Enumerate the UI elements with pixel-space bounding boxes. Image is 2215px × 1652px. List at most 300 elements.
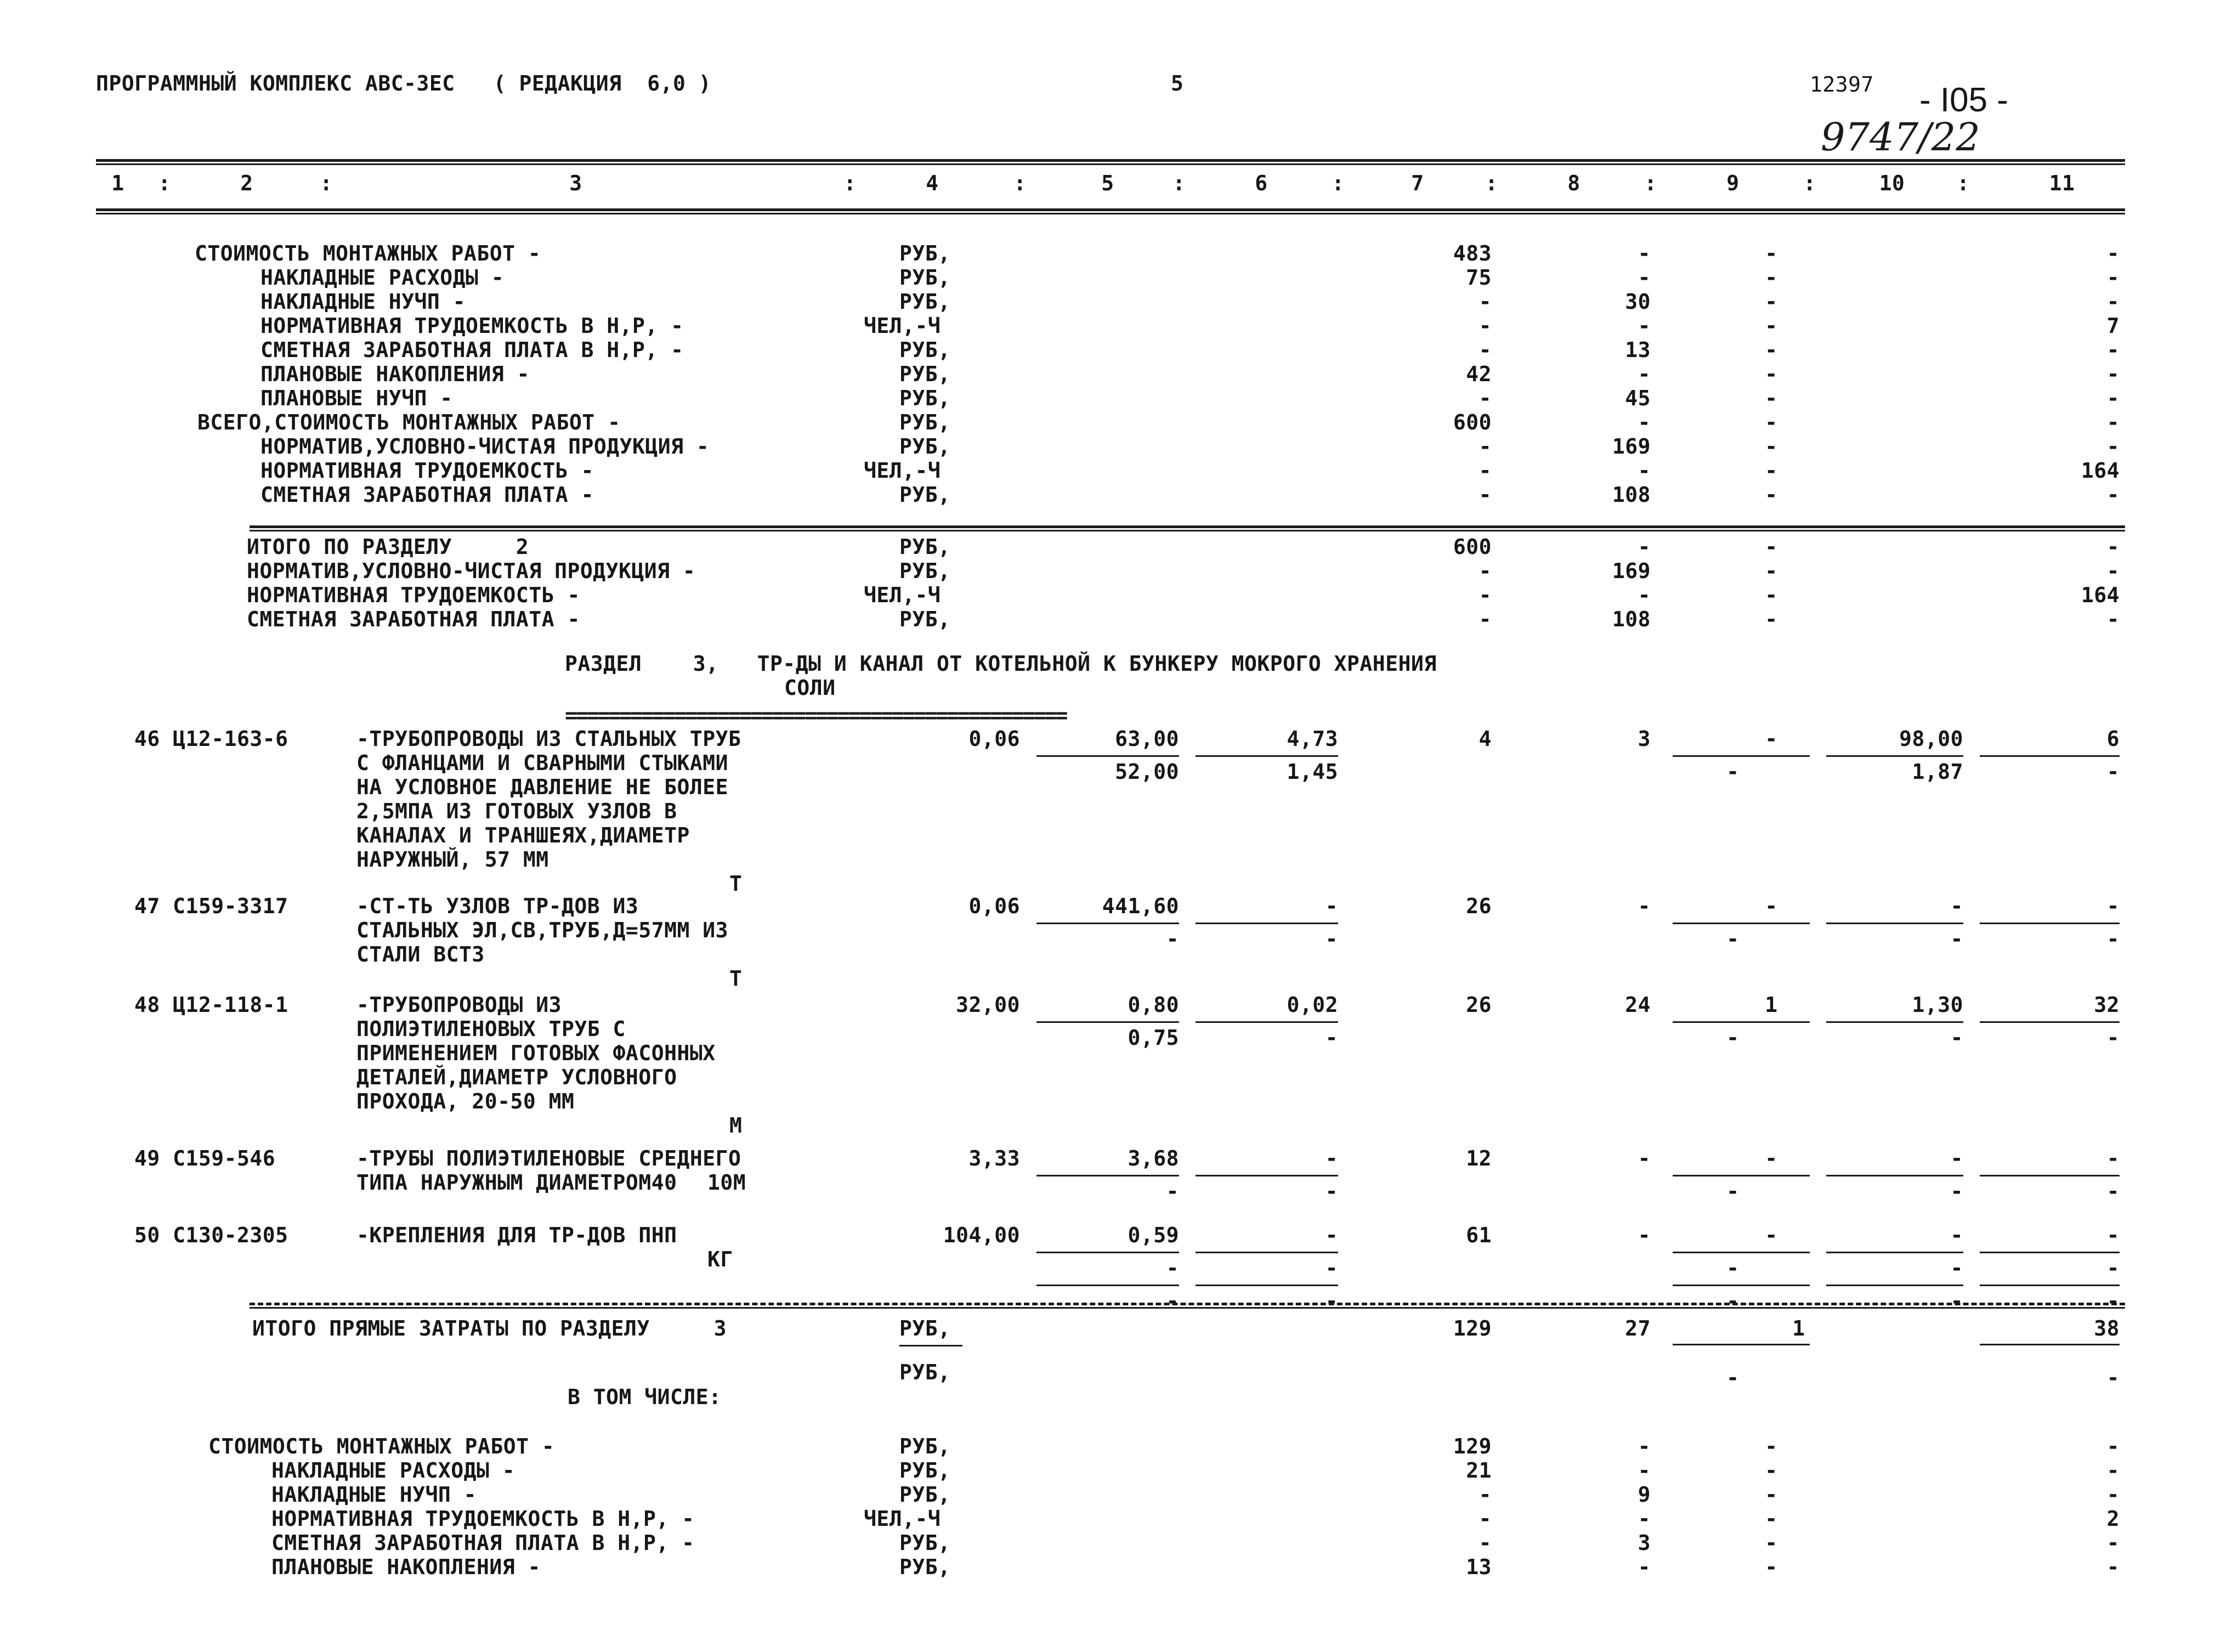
value-col11: - [2106,483,2120,507]
cell-rule [1673,1175,1810,1176]
item-description: 2,5МПА ИЗ ГОТОВЫХ УЗЛОВ В [356,799,677,823]
summary-label: НОРМАТИВНАЯ ТРУДОЕМКОСТЬ В Н,Р, - [271,1507,695,1531]
handwritten-note: 9747/22 [1821,115,1980,160]
column-separator: : [1957,171,1970,195]
value-col9: - [1765,1531,1778,1555]
item-col11: - [2106,894,2120,918]
unit: РУБ, [899,559,951,583]
cell-rule [1673,1344,1810,1345]
value-col11: - [2106,265,2120,290]
item-description: КАНАЛАХ И ТРАНШЕЯХ,ДИАМЕТР [356,823,690,847]
value-col7: - [1478,386,1492,410]
value-col9: - [1765,1434,1778,1458]
cell-rule [1036,1175,1179,1176]
unit: ЧЕЛ,-Ч [864,459,941,483]
item-col5-lower: - [1166,1256,1179,1280]
cell-rule [1036,755,1179,757]
column-separator: : [843,171,857,195]
summary-label: НАКЛАДНЫЕ РАСХОДЫ - [260,265,505,290]
value-col7: 21 [1466,1458,1492,1483]
item-col6-lower: - [1325,1179,1338,1203]
column-separator: : [158,171,171,195]
value-col7: 600 [1453,535,1492,559]
cell-rule [1826,1285,1963,1286]
item-col10: 1,30 [1912,993,1963,1017]
item-col10-lower: - [1950,1179,1963,1203]
value-col11: - [2106,559,2120,583]
value-col11: - [2106,1434,2120,1458]
item-col5: 63,00 [1115,727,1179,751]
unit: РУБ, [899,1434,951,1458]
item-col10: - [1950,894,1963,918]
value-col11: - [2106,1555,2120,1579]
cell-rule [1980,923,2120,924]
column-separator: : [1172,171,1186,195]
item-col11: 32 [2094,993,2120,1017]
value-col8: 30 [1625,290,1651,314]
item-col11-extra: - [2106,1289,2120,1313]
item-description: ПРИМЕНЕНИЕМ ГОТОВЫХ ФАСОННЫХ [356,1041,716,1065]
item-description: СТАЛИ ВСТ3 [356,942,485,966]
including-label: В ТОМ ЧИСЛЕ: [568,1385,722,1409]
item-col10-lower: - [1950,927,1963,951]
item-description: -СТ-ТЬ УЗЛОВ ТР-ДОВ ИЗ [356,894,639,918]
value-col7: 483 [1453,241,1492,265]
value-col8: - [1638,535,1651,559]
value-col8: - [1638,1507,1651,1531]
cell-rule [1673,923,1810,924]
value-col7: 600 [1453,410,1492,434]
unit: РУБ, [899,1458,951,1483]
direct-total-col11-lower: - [2106,1366,2120,1390]
summary-label: ПЛАНОВЫЕ НАКОПЛЕНИЯ - [260,362,530,386]
item-quantity: 104,00 [943,1223,1020,1247]
value-col8: - [1638,459,1651,483]
value-col11: - [2106,362,2120,386]
direct-total-col9-lower: - [1726,1366,1740,1390]
summary-label: ИТОГО ПО РАЗДЕЛУ 2 [247,535,529,559]
value-col7: - [1478,1531,1492,1555]
column-number: 4 [926,171,939,195]
cell-rule [1673,1252,1810,1253]
summary-label: НАКЛАДНЫЕ РАСХОДЫ - [271,1458,515,1483]
value-col9: - [1765,535,1778,559]
cell-rule [1673,1285,1810,1286]
item-col6: 0,02 [1287,993,1338,1017]
value-col8: 13 [1625,338,1651,362]
value-col11: 164 [2081,583,2120,607]
summary-label: НОРМАТИВНАЯ ТРУДОЕМКОСТЬ - [260,459,594,483]
cell-rule [1980,1021,2120,1023]
cell-rule [1036,923,1179,924]
unit: РУБ, [899,338,951,362]
value-col7: 13 [1466,1555,1492,1579]
direct-total-col8: 27 [1625,1316,1651,1340]
value-col7: - [1478,314,1492,338]
item-col6-lower: - [1325,927,1338,951]
cell-rule [1036,1285,1179,1286]
cell-rule [1673,1021,1810,1023]
item-col10-lower: 1,87 [1912,760,1963,784]
value-col9: - [1765,1555,1778,1579]
unit: РУБ, [899,362,951,386]
column-number: 6 [1255,171,1268,195]
item-col11: - [2106,1223,2120,1247]
item-col9: - [1765,727,1778,751]
item-col9: - [1765,894,1778,918]
item-col9-lower: - [1726,927,1740,951]
item-col10: - [1950,1146,1963,1170]
value-col9: - [1765,434,1778,459]
cell-rule [1826,1252,1963,1253]
value-col8: - [1638,241,1651,265]
item-col6: - [1325,894,1338,918]
cell-rule [1826,755,1963,757]
summary-label: НАКЛАДНЫЕ НУЧП - [271,1483,477,1507]
item-col9-extra: - [1726,1289,1740,1313]
value-col11: - [2106,338,2120,362]
summary-label: СМЕТНАЯ ЗАРАБОТНАЯ ПЛАТА В Н,Р, - [260,338,684,362]
item-col6-extra: - [1325,1289,1338,1313]
sheet-number: 5 [1171,71,1184,95]
item-description: ПРОХОДА, 20-50 ММ [356,1089,575,1113]
value-col8: - [1638,1458,1651,1483]
column-number: 8 [1567,171,1580,195]
section3-underline: ============================================== [565,703,1067,727]
cell-rule [1826,923,1963,924]
value-col9: - [1765,1483,1778,1507]
item-description: -ТРУБОПРОВОДЫ ИЗ [356,993,562,1017]
item-quantity: 0,06 [968,894,1020,918]
value-col11: - [2106,434,2120,459]
value-col11: - [2106,410,2120,434]
value-col9: - [1765,386,1778,410]
summary-label: СТОИМОСТЬ МОНТАЖНЫХ РАБОТ - [195,241,541,265]
item-col5-extra: - [1166,1289,1179,1313]
cell-rule [1980,755,2120,757]
cell-rule [1036,1021,1179,1023]
column-separator: : [1485,171,1498,195]
summary-label: ПЛАНОВЫЕ НАКОПЛЕНИЯ - [271,1555,541,1579]
summary-label: НОРМАТИВ,УСЛОВНО-ЧИСТАЯ ПРОДУКЦИЯ - [260,434,710,459]
value-col7: 129 [1453,1434,1492,1458]
item-description: НА УСЛОВНОЕ ДАВЛЕНИЕ НЕ БОЛЕЕ [356,775,728,799]
value-col7: - [1478,1507,1492,1531]
cell-rule [1980,1252,2120,1253]
column-separator: : [1803,171,1816,195]
value-col9: - [1765,559,1778,583]
column-separator: : [1332,171,1345,195]
cell-rule [1196,755,1338,757]
unit: РУБ, [899,1555,951,1579]
section3-title-continued: СОЛИ [784,676,836,700]
value-col8: 3 [1638,1531,1651,1555]
column-separator: : [320,171,333,195]
item-col7: 26 [1466,894,1492,918]
value-col9: - [1765,241,1778,265]
value-col9: - [1765,362,1778,386]
column-number: 5 [1101,171,1114,195]
summary-label: ПЛАНОВЫЕ НУЧП - [260,386,453,410]
unit: РУБ, [899,386,951,410]
column-separator: : [1644,171,1657,195]
unit: ЧЕЛ,-Ч [864,583,941,607]
item-quantity: 32,00 [956,993,1020,1017]
value-col11: - [2106,1531,2120,1555]
value-col11: - [2106,290,2120,314]
value-col11: 2 [2106,1507,2120,1531]
value-col11: - [2106,1483,2120,1507]
value-col8: 9 [1638,1483,1651,1507]
item-description: -ТРУБОПРОВОДЫ ИЗ СТАЛЬНЫХ ТРУБ [356,727,741,751]
item-col5-lower: - [1166,1179,1179,1203]
direct-total-col9: 1 [1792,1316,1805,1340]
value-col8: - [1638,1434,1651,1458]
cell-rule [1673,755,1810,757]
item-col11-lower: - [2106,1256,2120,1280]
item-code: 47 С159-3317 [134,894,288,918]
page-number: - I05 - [1919,81,2008,119]
summary-label: НОРМАТИВ,УСЛОВНО-ЧИСТАЯ ПРОДУКЦИЯ - [247,559,696,583]
item-description: ПОЛИЭТИЛЕНОВЫХ ТРУБ С [356,1017,626,1041]
item-description: -ТРУБЫ ПОЛИЭТИЛЕНОВЫЕ СРЕДНЕГО [356,1146,741,1170]
unit: РУБ, [899,1483,951,1507]
item-col7: 61 [1466,1223,1492,1247]
item-col8: - [1638,1146,1651,1170]
item-description: ТИПА НАРУЖНЫМ ДИАМЕТРОМ40 [356,1170,677,1195]
column-number: 11 [2049,171,2075,195]
item-col10: 98,00 [1899,727,1963,751]
item-col7: 12 [1466,1146,1492,1170]
item-col11: 6 [2106,727,2120,751]
item-col5: 0,59 [1128,1223,1179,1247]
direct-total-label: ИТОГО ПРЯМЫЕ ЗАТРАТЫ ПО РАЗДЕЛУ 3 [252,1316,727,1340]
value-col11: - [2106,535,2120,559]
cell-rule [1980,1285,2120,1286]
item-code: 48 Ц12-118-1 [134,993,288,1017]
item-col9: 1 [1765,993,1778,1017]
item-unit: Т [729,966,743,991]
value-col8: - [1638,410,1651,434]
unit: РУБ, [899,1360,951,1384]
column-number: 7 [1411,171,1424,195]
item-col8: 3 [1638,727,1651,751]
item-col5: 441,60 [1102,894,1179,918]
cell-rule [1826,1175,1963,1176]
direct-total-rule2 [250,1307,2125,1309]
direct-total-col7: 129 [1453,1316,1492,1340]
unit: РУБ, [899,265,951,290]
item-col5-lower: 52,00 [1115,760,1179,784]
item-col7: 4 [1478,727,1492,751]
item-col6-lower: - [1325,1256,1338,1280]
unit: РУБ, [899,241,951,265]
item-col10-extra: - [1950,1289,1963,1313]
item-description: СТАЛЬНЫХ ЭЛ,СВ,ТРУБ,Д=57ММ ИЗ [356,918,728,942]
item-unit: 10М [707,1170,746,1195]
item-col11: - [2106,1146,2120,1170]
value-col11: - [2106,241,2120,265]
summary-label: СМЕТНАЯ ЗАРАБОТНАЯ ПЛАТА В Н,Р, - [271,1531,695,1555]
summary-label: НОРМАТИВНАЯ ТРУДОЕМКОСТЬ В Н,Р, - [260,314,684,338]
summary-label: СМЕТНАЯ ЗАРАБОТНАЯ ПЛАТА - [247,607,580,631]
value-col7: 42 [1466,362,1492,386]
item-col11-lower: - [2106,760,2120,784]
value-col7: - [1478,483,1492,507]
value-col9: - [1765,1458,1778,1483]
item-code: 49 С159-546 [134,1146,276,1170]
header-rule-top2 [96,163,2125,165]
item-col11-lower: - [2106,1179,2120,1203]
value-col7: - [1478,583,1492,607]
value-col11: - [2106,1458,2120,1483]
header-rule-top [96,159,2125,162]
value-col9: - [1765,314,1778,338]
item-col6-lower: 1,45 [1287,760,1338,784]
item-col5: 3,68 [1128,1146,1179,1170]
item-col10-lower: - [1950,1256,1963,1280]
column-number: 9 [1726,171,1740,195]
item-col7: 26 [1466,993,1492,1017]
section2-total-rule [250,525,2125,528]
value-col11: 164 [2081,459,2120,483]
item-quantity: 0,06 [968,727,1020,751]
item-col8: 24 [1625,993,1651,1017]
document-number: 12397 [1810,72,1874,97]
value-col8: 108 [1612,483,1651,507]
item-description: С ФЛАНЦАМИ И СВАРНЫМИ СТЫКАМИ [356,751,728,775]
value-col9: - [1765,338,1778,362]
column-separator: : [1013,171,1027,195]
unit: РУБ, [899,607,951,631]
item-code: 46 Ц12-163-6 [134,727,288,751]
column-number: 3 [569,171,582,195]
item-col5: 0,80 [1128,993,1179,1017]
item-description: ДЕТАЛЕЙ,ДИАМЕТР УСЛОВНОГО [356,1065,677,1089]
value-col9: - [1765,607,1778,631]
value-col9: - [1765,1507,1778,1531]
value-col8: - [1638,1555,1651,1579]
value-col11: - [2106,386,2120,410]
unit: ЧЕЛ,-Ч [864,314,941,338]
item-col10-lower: - [1950,1026,1963,1050]
value-col11: - [2106,607,2120,631]
section2-total-rule2 [250,530,2125,531]
item-col9-lower: - [1726,1179,1740,1203]
value-col8: 45 [1625,386,1651,410]
summary-label: ВСЕГО,СТОИМОСТЬ МОНТАЖНЫХ РАБОТ - [197,410,621,434]
value-col7: - [1478,290,1492,314]
item-unit: М [729,1113,743,1138]
summary-label: СМЕТНАЯ ЗАРАБОТНАЯ ПЛАТА - [260,483,594,507]
cell-rule [1196,1252,1338,1253]
value-col7: - [1478,1483,1492,1507]
cell-rule [1196,1021,1338,1023]
item-col6-lower: - [1325,1026,1338,1050]
item-col9-lower: - [1726,1026,1740,1050]
column-number: 10 [1879,171,1905,195]
value-col8: - [1638,583,1651,607]
item-description: НАРУЖНЫЙ, 57 ММ [356,847,549,872]
summary-label: НОРМАТИВНАЯ ТРУДОЕМКОСТЬ - [247,583,580,607]
item-col6: - [1325,1223,1338,1247]
value-col7: - [1478,607,1492,631]
item-col6: - [1325,1146,1338,1170]
unit: РУБ, [899,1316,951,1340]
item-quantity: 3,33 [968,1146,1020,1170]
direct-total-col11: 38 [2094,1316,2120,1340]
item-description: -КРЕПЛЕНИЯ ДЛЯ ТР-ДОВ ПНП [356,1223,677,1247]
value-col8: - [1638,265,1651,290]
value-col8: 169 [1612,559,1651,583]
program-title: ПРОГРАММНЫЙ КОМПЛЕКС АВС-3ЕС ( РЕДАКЦИЯ 6,0 ) [96,71,712,95]
item-code: 50 С130-2305 [134,1223,288,1247]
item-col8: - [1638,894,1651,918]
value-col9: - [1765,265,1778,290]
value-col11: 7 [2106,314,2120,338]
item-col9: - [1765,1146,1778,1170]
unit: РУБ, [899,434,951,459]
cell-rule [1036,1252,1179,1253]
item-col6: 4,73 [1287,727,1338,751]
unit: РУБ, [899,1531,951,1555]
value-col8: - [1638,362,1651,386]
item-col8: - [1638,1223,1651,1247]
value-col9: - [1765,459,1778,483]
section3-title: РАЗДЕЛ 3, ТР-ДЫ И КАНАЛ ОТ КОТЕЛЬНОЙ К БУНКЕРУ МОКРОГО ХРАНЕНИЯ [565,652,1437,676]
item-col5-lower: 0,75 [1128,1026,1179,1050]
item-col10: - [1950,1223,1963,1247]
value-col9: - [1765,410,1778,434]
item-unit: КГ [707,1247,733,1271]
cell-rule [1196,1175,1338,1176]
header-rule-bottom [96,208,2125,211]
column-number: 1 [111,171,124,195]
unit: ЧЕЛ,-Ч [864,1507,941,1531]
item-unit: Т [729,872,743,896]
value-col9: - [1765,290,1778,314]
item-col11-lower: - [2106,1026,2120,1050]
direct-total-rule [250,1303,2125,1305]
item-col9-lower: - [1726,760,1740,784]
value-col9: - [1765,483,1778,507]
unit: РУБ, [899,535,951,559]
cell-rule [1980,1344,2120,1345]
cell-rule [1826,1021,1963,1023]
value-col7: - [1478,338,1492,362]
cell-rule [1196,923,1338,924]
header-rule-bottom2 [96,213,2125,214]
value-col7: - [1478,434,1492,459]
value-col7: 75 [1466,265,1492,290]
unit-underline [899,1345,962,1347]
item-col9: - [1765,1223,1778,1247]
value-col8: 169 [1612,434,1651,459]
value-col9: - [1765,583,1778,607]
unit: РУБ, [899,410,951,434]
value-col7: - [1478,459,1492,483]
value-col8: 108 [1612,607,1651,631]
value-col8: - [1638,314,1651,338]
column-number: 2 [240,171,253,195]
unit: РУБ, [899,290,951,314]
unit: РУБ, [899,483,951,507]
item-col11-lower: - [2106,927,2120,951]
cell-rule [1980,1175,2120,1176]
summary-label: СТОИМОСТЬ МОНТАЖНЫХ РАБОТ - [208,1434,555,1458]
cell-rule [1196,1285,1338,1286]
item-col5-lower: - [1166,927,1179,951]
